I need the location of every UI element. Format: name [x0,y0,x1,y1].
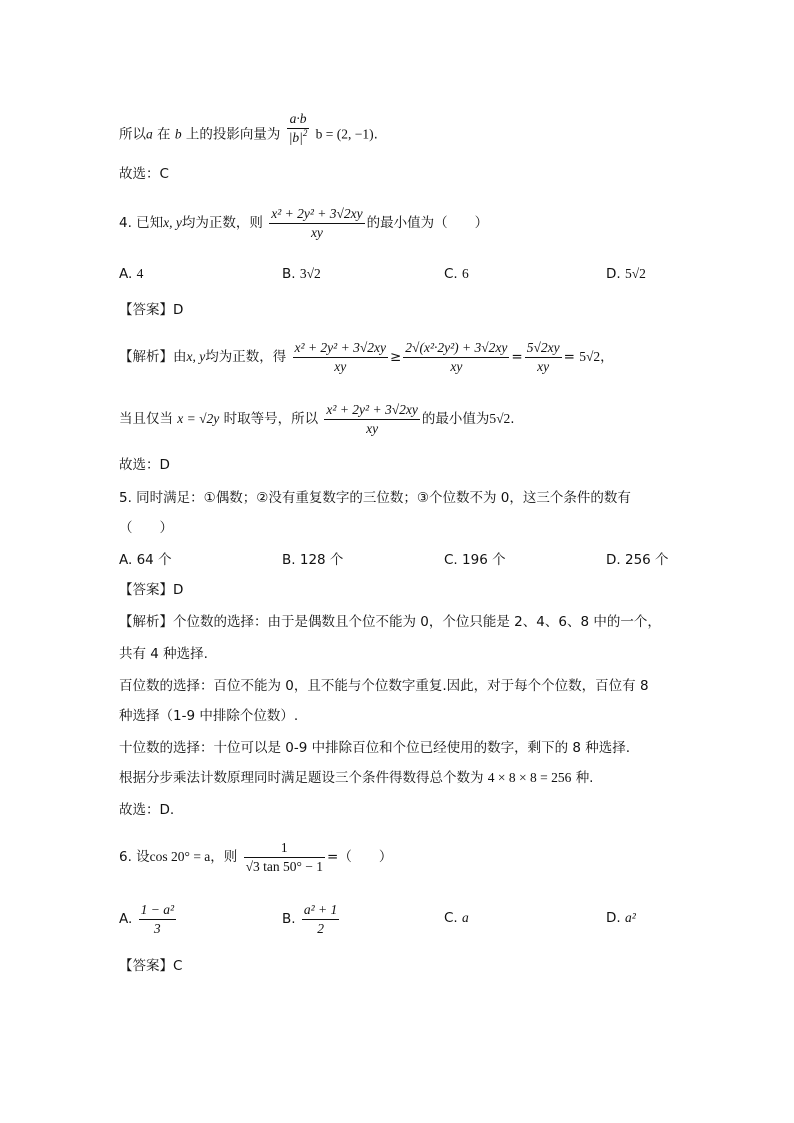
q6-option-d[interactable] [606,908,636,928]
q6-option-a[interactable] [119,900,178,938]
option-fraction [302,901,339,938]
projection-text: 上的投影向量为 [185,126,281,143]
q5-option-b[interactable] [282,550,343,570]
q6-option-c[interactable] [444,908,469,928]
q4-option-b[interactable] [282,264,321,284]
q4-option-a[interactable] [119,264,143,284]
q4-option-d[interactable] [606,264,646,284]
ineq-den-1: xy [334,358,347,374]
q5-analysis-5: 十位数的选择：十位可以是 0-9 中排除百位和个位已经使用的数字，剩下的 8 种选择. [119,740,631,756]
ineq-num-3: 5√2xy [525,339,562,358]
frac-square: 2 [302,128,308,138]
q5-analysis-3: 百位数的选择：百位不能为 0，且不能与个位数字重复.因此，对于每个个位数，百位有 8 [119,678,649,694]
q5-option-d[interactable] [606,550,669,570]
frac-vector-a: a [289,111,297,126]
analysis-6-text: 根据分步乘法计数原理同时满足题设三个条件得数得总个数为 [119,770,484,786]
ineq-frac-1 [293,339,388,376]
option-label: B. [282,552,296,568]
q5-choice: 故选：D. [119,802,175,818]
ineq-den-3: xy [537,358,550,374]
choice-line-3: 故选：C [119,166,169,182]
option-value: 196 个 [462,552,506,568]
ineq-frac-2 [403,339,509,376]
vector-b: b [174,126,182,142]
q4-fraction [269,205,364,242]
q4-stem-mid: 均为正数，则 [181,215,263,231]
option-den: 3 [153,920,161,936]
q4-analysis-line1: 【解析】由x, y均为正数，得 $\frac{\text{x² + 2y² + 3√2xy}}{xy}$ ≥ $\frac{\text{2√(x²·2y²) + 3√2xy}}{xy}$ = $\frac{5√2xy}{xy}$ = 5√2， [119,339,614,374]
option-label: B. [282,266,296,282]
q4-stem [119,204,488,242]
option-label: D. [606,552,621,568]
line2-end: . [510,411,515,427]
q4-stem-prefix: 4. 已知 [119,215,164,231]
q5-analysis-1: 【解析】个位数的选择：由于是偶数且个位不能为 0，个位只能是 2、4、6、8 中的一个， [119,614,661,630]
option-value: 5√2 [624,266,646,281]
option-value: 4 [136,266,144,281]
q5-analysis-4: 种选择（1-9 中排除个位数）. [119,708,299,724]
option-value: 256 个 [624,552,669,568]
q4-option-c[interactable] [444,264,469,284]
ineq-frac-3 [525,339,562,376]
ineq-den-2: xy [450,358,463,374]
q6-condition: cos 20° = a [149,849,211,864]
q5-stem-line1: 5. 同时满足：①偶数；②没有重复数字的三位数；③个位数不为 0，这三个条件的数有 [119,490,631,506]
q6-frac-den: √3 tan 50° − 1 [245,858,324,874]
line2-frac-den: xy [366,420,379,436]
line2-value: 5√2 [489,411,511,426]
analysis-6-expr: 4 × 8 × 8 = 256 [487,770,572,785]
q6-fraction [244,839,325,876]
q6-stem-mid: ，则 [210,849,238,865]
ineq-num-2: 2√(x²·2y²) + 3√2xy [403,339,509,358]
option-den: 2 [317,920,324,936]
q6-answer: 【答案】C [119,958,183,974]
projection-fraction [287,110,310,147]
q4-stem-suffix: 的最小值为（ ） [366,215,489,231]
line2-frac-num: x² + 2y² + 3√2xy [324,401,419,420]
q5-analysis-2: 共有 4 种选择. [119,646,208,662]
q5-option-c[interactable] [444,550,506,570]
option-label: C. [444,910,458,926]
q5-answer: 【答案】D [119,582,184,598]
option-value: 128 个 [299,552,344,568]
frac-abs-b: |b| [288,130,303,145]
option-num: 1 − a² [139,901,176,920]
analysis-label: 【解析】 [119,349,173,365]
q6-frac-num: 1 [244,839,325,858]
line2-suffix: 的最小值为 [421,411,490,427]
q6-stem-suffix: =（ ） [327,849,393,865]
analysis-vars: x, y [186,349,206,364]
q4-answer: 【答案】D [119,302,184,318]
q4-analysis-line2 [119,400,515,438]
option-value: 64 个 [136,552,172,568]
ineq-final: 5√2 [579,349,601,364]
projection-result: b = (2, −1) [315,126,374,142]
option-value: 6 [462,266,469,281]
q4-frac-num: x² + 2y² + 3√2xy [269,205,364,224]
line2-prefix: 当且仅当 [119,411,173,427]
vector-a: a [146,126,153,142]
option-label: A. [119,552,133,568]
option-value: 3√2 [299,266,321,281]
projection-line [119,111,378,153]
q6-option-b[interactable] [282,900,341,938]
option-num: a² + 1 [302,901,339,920]
projection-period: . [373,126,378,143]
frac-vector-b: b [299,111,307,126]
frac-dot: · [296,111,300,126]
projection-prefix: 所以 [119,126,146,143]
line2-fraction [324,401,419,438]
q5-stem-line2: （ ） [119,520,173,536]
option-value: a [462,910,469,925]
q4-frac-den: xy [310,224,323,240]
line2-equality: x = √2y [177,411,220,426]
option-label: C. [444,266,458,282]
q6-stem [119,838,392,876]
option-label: A. [119,911,133,927]
analysis-from: 由 [173,349,187,365]
option-label: C. [444,552,458,568]
q5-analysis-6 [119,768,593,788]
q4-choice: 故选：D [119,457,170,473]
option-fraction [139,901,176,938]
option-label: B. [282,911,296,927]
q6-stem-prefix: 6. 设 [119,849,150,865]
q4-vars: x, y [163,215,182,230]
option-value: a² [624,910,636,925]
option-label: D. [606,266,621,282]
ineq-num-1: x² + 2y² + 3√2xy [293,339,388,358]
analysis-pos: 均为正数，得 [205,349,287,365]
option-label: D. [606,910,621,926]
line2-mid: 时取等号，所以 [223,411,319,427]
option-label: A. [119,266,133,282]
projection-in: 在 [157,126,171,143]
q5-option-a[interactable] [119,550,172,570]
analysis-6-unit: 种. [575,770,594,786]
